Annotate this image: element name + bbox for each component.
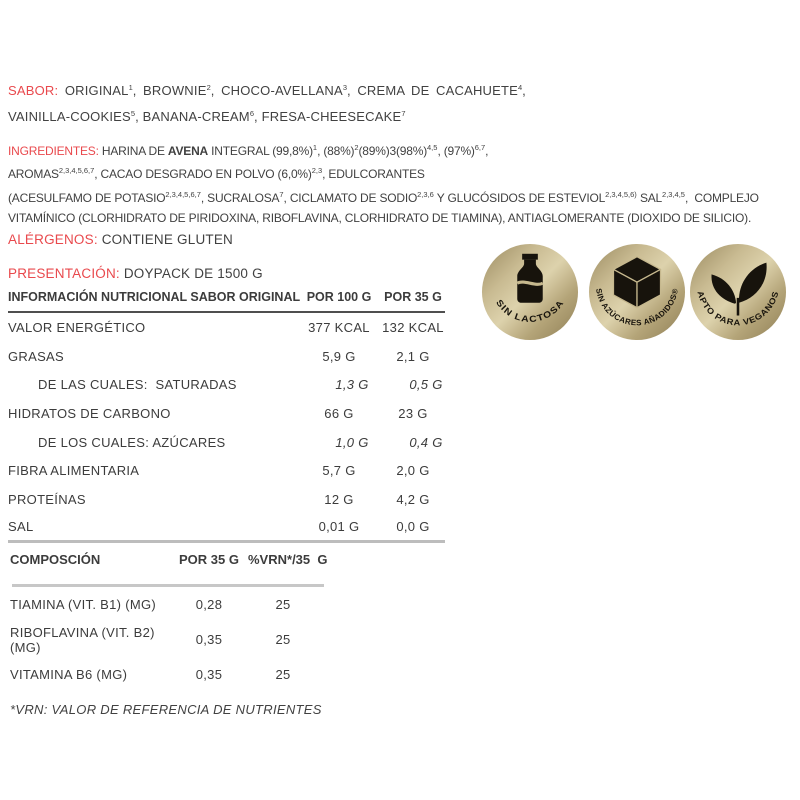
row-value-per100: 0,01 G bbox=[318, 519, 360, 535]
vrn-footnote: *VRN: VALOR DE REFERENCIA DE NUTRIENTES bbox=[10, 702, 322, 717]
row-value-per100: 66 G bbox=[324, 405, 354, 421]
table-row bbox=[10, 657, 340, 692]
table-row bbox=[8, 342, 445, 371]
allergens-section bbox=[8, 232, 233, 247]
row-value-per35: 4,2 G bbox=[396, 491, 430, 507]
row-label: DE LAS CUALES: SATURADAS bbox=[38, 377, 237, 393]
table-row bbox=[10, 622, 340, 657]
row-label: FIBRA ALIMENTARIA bbox=[8, 463, 140, 479]
row-label: SAL bbox=[8, 519, 34, 535]
ingredients-section bbox=[8, 138, 796, 229]
row-value-per35: 2,1 G bbox=[396, 348, 430, 364]
row-value-vrn: 25 bbox=[275, 667, 291, 682]
row-value-per35: 0,5 G bbox=[409, 377, 443, 393]
nutrition-table-header bbox=[8, 290, 445, 313]
flavor-section bbox=[8, 76, 526, 128]
row-value-per100: 5,9 G bbox=[322, 348, 356, 364]
composition-header-per35: POR 35 G bbox=[179, 552, 239, 567]
presentation-value: DOYPACK DE 1500 G bbox=[123, 266, 263, 281]
row-value-per35: 2,0 G bbox=[396, 463, 430, 479]
row-value-per35: 23 G bbox=[398, 405, 428, 421]
ingredients-label: INGREDIENTES: bbox=[8, 144, 99, 158]
row-value-per35: 0,4 G bbox=[409, 434, 443, 450]
badge-curved-text: SIN AZÚCARES AÑADIDOS® bbox=[594, 287, 680, 328]
row-label: VALOR ENERGÉTICO bbox=[8, 319, 146, 335]
table-row bbox=[8, 485, 445, 514]
badge-curved-text: APTO PARA VEGANOS bbox=[695, 289, 781, 328]
composition-table-header bbox=[10, 552, 340, 567]
row-value-per100: 377 KCAL bbox=[308, 319, 370, 335]
row-value-per35: 0,28 bbox=[195, 597, 223, 612]
allergens-label: ALÉRGENOS: bbox=[8, 232, 98, 247]
table-row bbox=[8, 456, 445, 485]
nutrition-header-per35: POR 35 G bbox=[384, 290, 442, 304]
row-label: HIDRATOS DE CARBONO bbox=[8, 405, 171, 421]
presentation-label: PRESENTACIÓN: bbox=[8, 266, 120, 281]
composition-table bbox=[10, 552, 340, 692]
row-value-per100: 5,7 G bbox=[322, 463, 356, 479]
composition-header-title: COMPOSCIÓN bbox=[10, 552, 101, 567]
presentation-section bbox=[8, 266, 263, 281]
composition-header-vrn: %VRN*/35 G bbox=[248, 552, 328, 567]
badge-curved-text: SIN LACTOSA bbox=[494, 297, 566, 325]
badge-sin-azucares bbox=[588, 243, 686, 341]
table-row bbox=[8, 514, 445, 543]
nutrition-header-title: INFORMACIÓN NUTRICIONAL SABOR ORIGINAL bbox=[8, 290, 301, 304]
table-row bbox=[8, 313, 445, 342]
row-value-per35: 0,35 bbox=[195, 667, 223, 682]
row-value-per35: 132 KCAL bbox=[382, 319, 444, 335]
row-value-per35: 0,35 bbox=[195, 632, 223, 647]
ingredients-text: HARINA DE AVENA INTEGRAL $(99,8\%)^1$, $(88\%)^2(89\%)3(98\%)^{4,5}$, $(97\%)^{6,7}$, AROMAS$^{2,3,4,5,6,7}$, CACAO DESGRADO EN POLVO $(6,0\%)^{2,3}$, EDULCORANTES (ACESULFAMO DE POTASIO$^{2,3,4,5,6,7}$, SUCRALOSA$^7$, CICLAMATO DE SODIO$^{2,3,6}$ Y GLUCÓSIDOS DE ESTEVIOL$^{2,3,4,5,6)}$ SAL$^{2,3,4,5}$, COMPLEJO VITAMÍNICO (CLORHIDRATO DE PIRIDOXINA, RIBOFLAVINA, CLORHIDRATO DE TIAMINA), ANTIAGLOMERANTE (DIOXIDO DE SILICIO). bbox=[8, 143, 759, 226]
row-label: PROTEÍNAS bbox=[8, 491, 86, 507]
badge-sin-lactosa bbox=[481, 243, 579, 341]
table-row bbox=[10, 587, 340, 622]
row-label: DE LOS CUALES: AZÚCARES bbox=[38, 434, 226, 450]
row-value-per100: 12 G bbox=[324, 491, 354, 507]
row-value-vrn: 25 bbox=[275, 597, 291, 612]
nutrition-table bbox=[8, 290, 445, 543]
row-value-per35: 0,0 G bbox=[396, 519, 430, 535]
flavor-list: ORIGINAL$^1$, BROWNIE$^2$, CHOCO-AVELLANA$^3$, CREMA DE CACAHUETE$^4$, VAINILLA-COOKIES$^5$, BANANA-CREAM$^6$, FRESA-CHEESECAKE$^7$ bbox=[8, 83, 526, 124]
flavor-label: SABOR: bbox=[8, 83, 59, 98]
row-label: GRASAS bbox=[8, 348, 64, 364]
table-row-sub bbox=[8, 370, 445, 399]
row-value-per100: 1,3 G bbox=[335, 377, 369, 393]
row-label: TIAMINA (VIT. B1) (MG) bbox=[10, 597, 156, 612]
table-row bbox=[8, 399, 445, 428]
table-row-sub bbox=[8, 428, 445, 457]
row-value-vrn: 25 bbox=[275, 632, 291, 647]
nutrition-header-per100: POR 100 G bbox=[306, 290, 372, 304]
allergens-value: CONTIENE GLUTEN bbox=[101, 232, 233, 247]
badge-apto-veganos bbox=[689, 243, 787, 341]
row-label: RIBOFLAVINA (VIT. B2) (MG) bbox=[10, 624, 155, 655]
row-value-per100: 1,0 G bbox=[335, 434, 369, 450]
row-label: VITAMINA B6 (MG) bbox=[10, 667, 128, 682]
